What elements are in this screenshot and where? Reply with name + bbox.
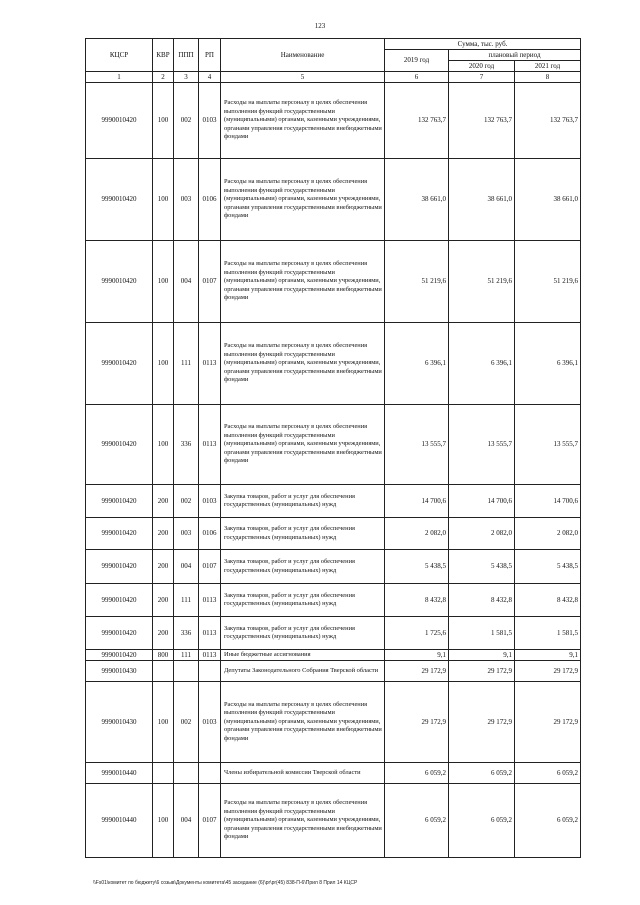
cell-kcsr: 9990010420 (86, 485, 153, 518)
cell-ppp: 004 (174, 784, 199, 858)
cell-ppp: 004 (174, 241, 199, 323)
cell-value-2021: 6 059,2 (515, 784, 581, 858)
cell-value-2019: 6 059,2 (385, 784, 449, 858)
cell-value-2019: 6 396,1 (385, 323, 449, 405)
cell-kvr: 200 (153, 584, 174, 617)
cell-value-2020: 132 763,7 (449, 83, 515, 159)
cell-kcsr: 9990010430 (86, 682, 153, 763)
cell-value-2020: 1 581,5 (449, 617, 515, 650)
cell-rp: 0103 (199, 83, 221, 159)
cell-value-2021: 13 555,7 (515, 405, 581, 485)
table-row (86, 763, 581, 784)
cell-kcsr: 9990010420 (86, 405, 153, 485)
column-number: 6 (385, 72, 449, 83)
footer-file-path: \\Fs01\комитет по бюджету\6 созыв\Документы комитета\45 заседание (6)\pr\pr(45) 838-П-6\Прил 8 Прил 14 КЦСР (93, 880, 358, 886)
cell-value-2020: 2 082,0 (449, 518, 515, 550)
cell-value-2021: 2 082,0 (515, 518, 581, 550)
cell-rp: 0103 (199, 485, 221, 518)
cell-rp: 0107 (199, 241, 221, 323)
cell-kvr: 200 (153, 518, 174, 550)
cell-value-2021: 51 219,6 (515, 241, 581, 323)
cell-rp: 0113 (199, 650, 221, 661)
cell-rp: 0113 (199, 323, 221, 405)
cell-value-2021: 132 763,7 (515, 83, 581, 159)
cell-kcsr: 9990010420 (86, 650, 153, 661)
cell-ppp: 336 (174, 405, 199, 485)
cell-kcsr: 9990010420 (86, 550, 153, 584)
cell-kvr: 200 (153, 617, 174, 650)
header-name: Наименование (221, 39, 385, 72)
cell-rp (199, 661, 221, 682)
table-row (86, 485, 581, 518)
cell-name: Закупка товаров, работ и услуг для обеспечения государственных (муниципальных) нужд (221, 617, 385, 650)
table-row (86, 405, 581, 485)
cell-value-2020: 5 438,5 (449, 550, 515, 584)
table-row (86, 682, 581, 763)
header-kcsr: КЦСР (86, 39, 153, 72)
cell-ppp: 002 (174, 682, 199, 763)
cell-rp (199, 763, 221, 784)
cell-value-2019: 2 082,0 (385, 518, 449, 550)
cell-kcsr: 9990010420 (86, 518, 153, 550)
cell-value-2019: 8 432,8 (385, 584, 449, 617)
table-row (86, 784, 581, 858)
table-row (86, 650, 581, 661)
header-year-2020: 2020 год (449, 61, 515, 72)
cell-kvr: 800 (153, 650, 174, 661)
header-year-2021: 2021 год (515, 61, 581, 72)
column-number: 7 (449, 72, 515, 83)
cell-value-2021: 9,1 (515, 650, 581, 661)
cell-value-2019: 29 172,9 (385, 682, 449, 763)
cell-name: Расходы на выплаты персоналу в целях обеспечения выполнения функций государственными (муниципальными) органами, казенными учреждениями, органами управления государственными внебюджетными фондами (221, 159, 385, 241)
column-number: 4 (199, 72, 221, 83)
cell-value-2019: 1 725,6 (385, 617, 449, 650)
table-row (86, 550, 581, 584)
cell-value-2020: 8 432,8 (449, 584, 515, 617)
cell-value-2020: 51 219,6 (449, 241, 515, 323)
cell-ppp: 111 (174, 584, 199, 617)
cell-value-2019: 51 219,6 (385, 241, 449, 323)
cell-kvr: 100 (153, 405, 174, 485)
cell-ppp: 002 (174, 83, 199, 159)
cell-kvr (153, 661, 174, 682)
cell-rp: 0106 (199, 518, 221, 550)
cell-kvr: 200 (153, 550, 174, 584)
cell-kcsr: 9990010420 (86, 323, 153, 405)
cell-kcsr: 9990010420 (86, 159, 153, 241)
column-number: 1 (86, 72, 153, 83)
cell-value-2019: 9,1 (385, 650, 449, 661)
cell-name: Расходы на выплаты персоналу в целях обеспечения выполнения функций государственными (муниципальными) органами, казенными учреждениями, органами управления государственными внебюджетными фондами (221, 784, 385, 858)
cell-value-2020: 9,1 (449, 650, 515, 661)
header-kvr: КВР (153, 39, 174, 72)
cell-value-2020: 6 059,2 (449, 763, 515, 784)
cell-ppp: 111 (174, 650, 199, 661)
header-year-2019: 2019 год (385, 50, 449, 72)
cell-ppp: 336 (174, 617, 199, 650)
column-number: 5 (221, 72, 385, 83)
cell-value-2020: 13 555,7 (449, 405, 515, 485)
cell-value-2021: 5 438,5 (515, 550, 581, 584)
column-number: 3 (174, 72, 199, 83)
cell-rp: 0113 (199, 617, 221, 650)
cell-rp: 0106 (199, 159, 221, 241)
cell-value-2020: 29 172,9 (449, 661, 515, 682)
table-row (86, 83, 581, 159)
cell-kvr (153, 763, 174, 784)
cell-kcsr: 9990010440 (86, 784, 153, 858)
cell-name: Расходы на выплаты персоналу в целях обеспечения выполнения функций государственными (муниципальными) органами, казенными учреждениями, органами управления государственными внебюджетными фондами (221, 83, 385, 159)
cell-ppp: 004 (174, 550, 199, 584)
cell-value-2021: 38 661,0 (515, 159, 581, 241)
table-row (86, 241, 581, 323)
cell-ppp: 002 (174, 485, 199, 518)
cell-kcsr: 9990010420 (86, 584, 153, 617)
cell-value-2021: 14 700,6 (515, 485, 581, 518)
cell-name: Члены избирательной комиссии Тверской области (221, 763, 385, 784)
cell-rp: 0113 (199, 405, 221, 485)
column-number: 2 (153, 72, 174, 83)
cell-kvr: 100 (153, 159, 174, 241)
cell-value-2019: 13 555,7 (385, 405, 449, 485)
cell-value-2020: 29 172,9 (449, 682, 515, 763)
cell-kcsr: 9990010420 (86, 617, 153, 650)
cell-value-2021: 1 581,5 (515, 617, 581, 650)
cell-kvr: 100 (153, 323, 174, 405)
cell-name: Расходы на выплаты персоналу в целях обеспечения выполнения функций государственными (муниципальными) органами, казенными учреждениями, органами управления государственными внебюджетными фондами (221, 405, 385, 485)
cell-ppp: 111 (174, 323, 199, 405)
cell-value-2020: 6 059,2 (449, 784, 515, 858)
cell-kvr: 100 (153, 241, 174, 323)
cell-value-2020: 6 396,1 (449, 323, 515, 405)
cell-kvr: 100 (153, 682, 174, 763)
cell-value-2019: 29 172,9 (385, 661, 449, 682)
cell-ppp (174, 661, 199, 682)
cell-value-2021: 29 172,9 (515, 682, 581, 763)
header-ppp: ППП (174, 39, 199, 72)
cell-value-2019: 6 059,2 (385, 763, 449, 784)
header-sum-title: Сумма, тыс. руб. (385, 39, 581, 50)
cell-name: Расходы на выплаты персоналу в целях обеспечения выполнения функций государственными (муниципальными) органами, казенными учреждениями, органами управления государственными внебюджетными фондами (221, 241, 385, 323)
header-planned-period: плановый период (449, 50, 581, 61)
cell-value-2021: 6 396,1 (515, 323, 581, 405)
cell-value-2019: 5 438,5 (385, 550, 449, 584)
cell-kvr: 100 (153, 83, 174, 159)
cell-kcsr: 9990010420 (86, 83, 153, 159)
cell-value-2019: 132 763,7 (385, 83, 449, 159)
table-row (86, 584, 581, 617)
cell-kcsr: 9990010430 (86, 661, 153, 682)
cell-rp: 0103 (199, 682, 221, 763)
cell-name: Депутаты Законодательного Собрания Тверской области (221, 661, 385, 682)
cell-name: Закупка товаров, работ и услуг для обеспечения государственных (муниципальных) нужд (221, 584, 385, 617)
cell-name: Расходы на выплаты персоналу в целях обеспечения выполнения функций государственными (муниципальными) органами, казенными учреждениями, органами управления государственными внебюджетными фондами (221, 682, 385, 763)
cell-name: Расходы на выплаты персоналу в целях обеспечения выполнения функций государственными (муниципальными) органами, казенными учреждениями, органами управления государственными внебюджетными фондами (221, 323, 385, 405)
cell-value-2021: 29 172,9 (515, 661, 581, 682)
cell-ppp: 003 (174, 159, 199, 241)
cell-value-2021: 6 059,2 (515, 763, 581, 784)
header-rp: РП (199, 39, 221, 72)
column-number: 8 (515, 72, 581, 83)
cell-value-2021: 8 432,8 (515, 584, 581, 617)
cell-kcsr: 9990010440 (86, 763, 153, 784)
budget-table (85, 38, 581, 858)
cell-rp: 0107 (199, 550, 221, 584)
cell-name: Закупка товаров, работ и услуг для обеспечения государственных (муниципальных) нужд (221, 550, 385, 584)
cell-value-2019: 38 661,0 (385, 159, 449, 241)
cell-value-2020: 14 700,6 (449, 485, 515, 518)
table-body (86, 83, 581, 858)
cell-name: Иные бюджетные ассигнования (221, 650, 385, 661)
cell-name: Закупка товаров, работ и услуг для обеспечения государственных (муниципальных) нужд (221, 518, 385, 550)
cell-kcsr: 9990010420 (86, 241, 153, 323)
table-row (86, 617, 581, 650)
cell-rp: 0107 (199, 784, 221, 858)
cell-name: Закупка товаров, работ и услуг для обеспечения государственных (муниципальных) нужд (221, 485, 385, 518)
cell-ppp (174, 763, 199, 784)
cell-ppp: 003 (174, 518, 199, 550)
cell-value-2019: 14 700,6 (385, 485, 449, 518)
cell-kvr: 200 (153, 485, 174, 518)
cell-rp: 0113 (199, 584, 221, 617)
table-row (86, 661, 581, 682)
table-row (86, 518, 581, 550)
column-number-row (86, 72, 581, 83)
table-row (86, 159, 581, 241)
table-row (86, 323, 581, 405)
cell-value-2020: 38 661,0 (449, 159, 515, 241)
page-number: 123 (314, 22, 326, 30)
cell-kvr: 100 (153, 784, 174, 858)
